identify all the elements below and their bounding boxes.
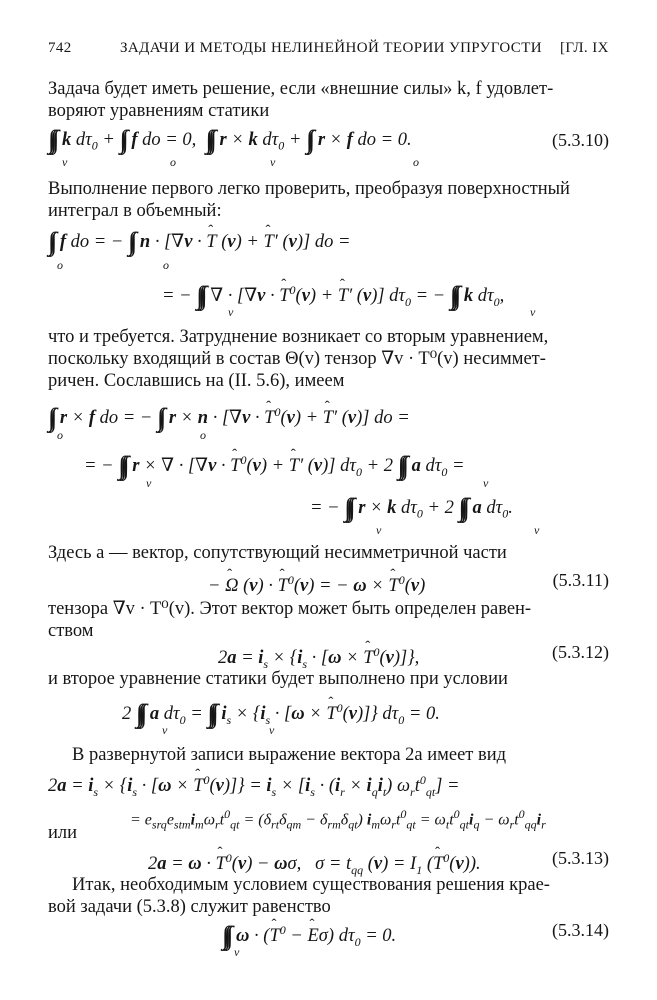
limit-v: v [534,523,540,537]
paragraph-line: ством [48,621,94,641]
paragraph-line: Итак, необходимым условием существования решения крае- [72,875,550,895]
paragraph-line: В развернутой записи выражение вектора 2a имеет вид [72,745,507,765]
limit-v: v [270,155,276,169]
paragraph-line: поскольку входящий в состав Θ(v) тензор ∇v · T⁰(v) несиммет- [48,349,546,369]
equation-line: ∫∫ f do = − ∫∫ n · [∇v · ˆ T (v) + ˆ T′ (v)] do = [48,230,350,254]
equation-number: (5.3.13) [552,848,609,868]
limit-o: o [57,258,63,272]
equation-number: (5.3.14) [552,920,609,940]
equation-5-3-12: $2a = i_s \times \{i_s \cdot [\omega$ × ˆ $T^0(v)$]}, [218,640,419,676]
paragraph-line: вой задачи (5.3.8) служит равенство [48,897,331,917]
equation-line: = − ∫∫∫ r × ∇ · [∇v · ˆ $T^0(v)$ + ˆ T′ (v)] $d\tau_0 + 2$ ∫∫∫ a $d\tau_0$ = [84,448,464,484]
paragraph-line: воряют уравнениям статики [48,101,270,121]
page-number: 742 [48,40,72,56]
limit-v: v [62,155,68,169]
paragraph-line: интеграл в объемный: [48,201,222,221]
equation-number: (5.3.10) [552,130,609,150]
running-title: ЗАДАЧИ И МЕТОДЫ НЕЛИНЕЙНОЙ ТЕОРИИ УПРУГОСТИ [120,40,543,56]
paragraph-line: ричен. Сославшись на (II. 5.6), имеем [48,371,345,391]
equation-line: = − ∫∫∫ r × k $d\tau_0 + 2$ ∫∫∫ a $d\tau_0$. [310,493,513,522]
limit-o: o [170,155,176,169]
limit-v: v [483,476,489,490]
equation-5-3-14: ∫∫∫ ω · (ˆ $T^0$ − ˆ Eσ) $d\tau_0 = 0$. [222,918,396,954]
limit-v: v [376,523,382,537]
equation-number: (5.3.11) [552,570,609,590]
paragraph-line: или [48,823,78,843]
limit-v: v [530,305,536,319]
paragraph-line: и второе уравнение статики будет выполнено при условии [48,669,508,689]
paragraph-line: что и требуется. Затруднение возникает со вторым уравнением, [48,327,549,347]
limit-v: v [234,945,240,959]
limit-v: v [228,305,234,319]
chapter-label: [ГЛ. IX [560,40,609,56]
limit-o: o [163,258,169,272]
equation-number: (5.3.12) [552,642,609,662]
equation-line: = $e_{srq}e_{stm}i_m\omega_rt^0_{qt} = (\delta_{rt}\delta_{qm} - \delta_{rm}\delta_{qt}) i_m\omega_rt^0_{qt} = \omega_tt^0_{qt}i_q - \omega_rt^0_{qq}i_r$ [130,807,546,832]
equation-line: ∫∫ r × f do = − ∫∫ r × n · [∇v · ˆ $T^0(v)$ + ˆ T′ (v)] do = [48,400,410,430]
limit-v: v [146,476,152,490]
paragraph-line: Здесь a — вектор, сопутствующий несимметричной части [48,543,507,563]
limit-v: v [269,723,275,737]
limit-o: o [57,428,63,442]
equation-line: 2 ∫∫∫ a $d\tau_0$ = ∫∫∫ $i_s \times \{i_s \cdot [\omega$ × ˆ $T^0(v)$]} $d\tau_0 = 0$. [122,696,440,732]
limit-v: v [162,723,168,737]
equation-line: = − ∫∫∫ ∇ · [∇v · ˆ $T^0(v)$ + ˆ T′ (v)] $d\tau_0$ = − ∫∫∫ k $d\tau_0$, [162,278,504,314]
equation-5-3-13: 2a = ω · ˆ $T^0(v) - \omega\sigma$, $\sigma = t_{qq}$ $(v) = I_1$ (ˆ $T^0(v)$). [148,846,481,882]
limit-o: o [413,155,419,169]
paragraph-line: Задача будет иметь решение, если «внешние силы» k, f удовлет- [48,79,554,99]
equation-5-3-11: − ˆ Ω (v) · ˆ $T^0(v)$ = − ω × ˆ $T^0(v)$ [208,568,425,598]
paragraph-line: тензора ∇v · T⁰(v). Этот вектор может быть определен равен- [48,599,532,619]
equation-line: $2a = i_s \times \{i_s \cdot [\omega$ × ˆ $T^0(v)]\} = i_s \times [i_s \cdot (i_r \times i_qi_t) \omega_rt^0_{qt}]$ = [48,768,460,804]
paragraph-line: Выполнение первого легко проверить, преобразуя поверхностный [48,179,570,199]
equation-5-3-10: ∫∫∫ k $d\tau_0$ + ∫∫ f do = 0, ∫∫∫ r × k $d\tau_0$ + ∫∫ r × f do = 0. [48,125,412,154]
limit-o: o [200,428,206,442]
